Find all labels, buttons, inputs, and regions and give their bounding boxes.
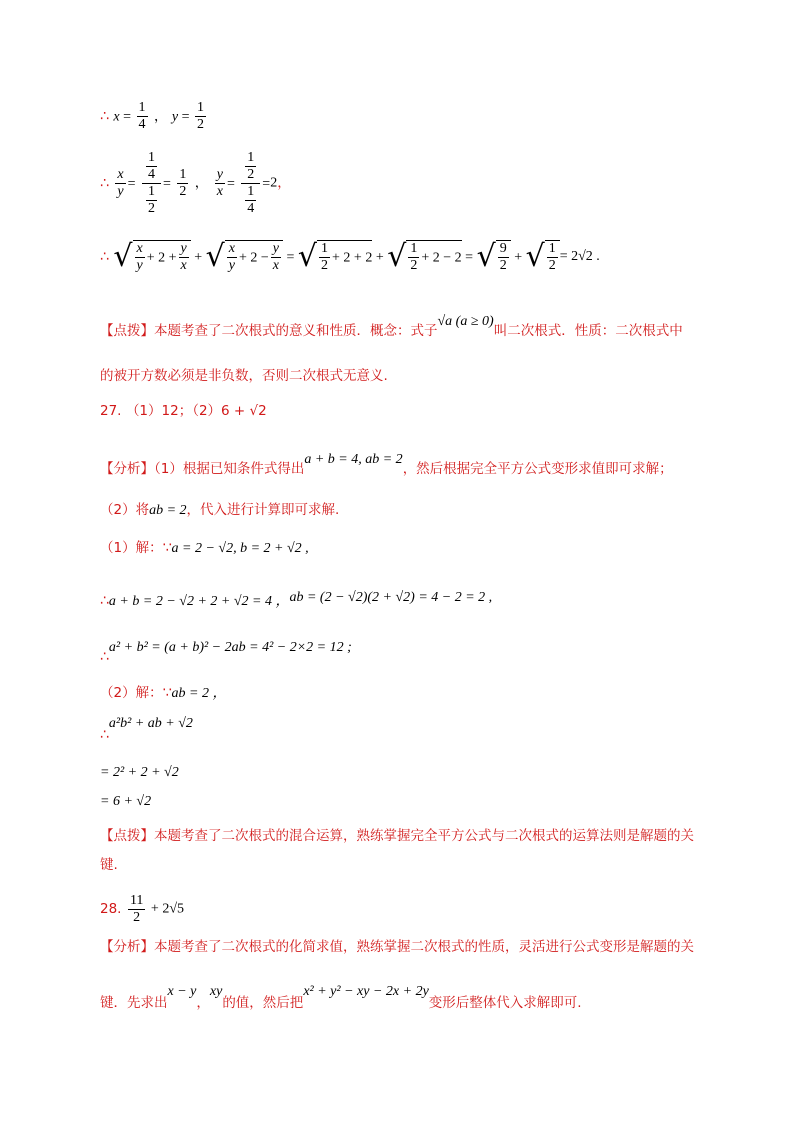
comma: ，	[153, 108, 168, 125]
radicand-6	[545, 240, 560, 274]
complex-fraction-1	[142, 150, 161, 217]
denominator: 2	[247, 167, 255, 183]
analysis-text: （2）将	[100, 502, 150, 518]
equals: =	[119, 109, 135, 125]
numerator: y	[179, 241, 189, 258]
denominator	[142, 184, 161, 217]
numerator: 1	[137, 100, 148, 117]
radical-sign: √	[297, 239, 318, 275]
note-text: 本题考查了二次根式的意义和性质．概念：式子	[154, 323, 438, 339]
inner-fraction	[146, 150, 157, 183]
plus: +	[510, 250, 526, 266]
denominator: 2	[410, 258, 418, 274]
equals: =	[283, 250, 298, 266]
fraction-x-over-y	[227, 241, 237, 274]
denominator: 2	[179, 184, 187, 200]
analysis-formula: x − y	[167, 984, 197, 999]
numerator: x	[135, 241, 145, 258]
analysis-text: ，然后根据完全平方公式变形求值即可求解；	[402, 461, 673, 477]
q28-answer-line	[100, 893, 184, 926]
numerator: 1	[177, 167, 188, 184]
radical-sign: √	[205, 239, 225, 275]
equals: =	[461, 250, 477, 266]
fraction-y-over-x	[179, 241, 189, 274]
radicand-3	[317, 240, 372, 274]
comma: ，	[277, 174, 291, 191]
numerator: 1	[245, 150, 256, 167]
note-text: 叫二次根式．性质：二次根式中	[493, 323, 683, 339]
analysis-tag: 【分析】	[100, 939, 154, 955]
denominator: y	[228, 258, 235, 274]
solution-formula: ab = 2 ，	[171, 686, 227, 701]
answer-text: （1）12；（2）6 + √2	[125, 403, 267, 419]
equals: =	[127, 176, 136, 192]
q27-step-3	[100, 716, 193, 743]
result-value: 2	[270, 175, 278, 191]
fraction-y-over-x	[215, 167, 225, 200]
q27-solution-2	[100, 686, 226, 701]
q27-note-line-1	[100, 829, 694, 844]
q27-step-1	[100, 590, 493, 609]
denominator: 4	[147, 167, 155, 183]
analysis-text: 变形后整体代入求解即可.	[428, 995, 582, 1011]
numerator: y	[271, 241, 281, 258]
note-formula: √a (a ≥ 0)	[437, 314, 494, 329]
fraction-result-1	[177, 167, 188, 200]
plus: +	[190, 250, 206, 266]
line-ratios	[100, 150, 291, 217]
var-x: x	[113, 109, 120, 125]
note-text: 本题考查了二次根式的混合运算，熟练掌握完全平方公式与二次根式的运算法则是解题的关	[154, 828, 694, 844]
because-symbol: ∵	[162, 685, 172, 701]
inner-fraction	[245, 184, 256, 217]
denominator: 4	[247, 201, 255, 217]
numerator	[241, 150, 260, 184]
note-1-line-1	[100, 314, 683, 339]
fraction-eleven-halves	[128, 893, 145, 926]
comma: ，	[194, 174, 209, 191]
therefore-symbol: ∴	[100, 175, 109, 192]
fraction-x-over-y	[135, 241, 145, 274]
step-formula: a + b = 2 − √2 + 2 + √2 = 4 ，	[108, 594, 290, 609]
solution-label: （2）解：	[100, 685, 163, 701]
q27-step-4: = 2² + 2 + √2	[100, 765, 179, 780]
numerator: 1	[195, 100, 206, 117]
note-tag: 【点拨】	[100, 323, 154, 339]
radical-sign: √	[113, 239, 133, 275]
analysis-tag: 【分析】	[100, 461, 154, 477]
denominator: x	[216, 184, 223, 200]
denominator: 4	[138, 117, 146, 133]
equals: =	[178, 109, 194, 125]
fraction-x-over-y	[115, 167, 125, 200]
analysis-text: ，代入进行计算即可求解.	[186, 502, 340, 518]
plus: +	[372, 250, 388, 266]
numerator: 1	[146, 184, 157, 201]
analysis-formula: a + b = 4, ab = 2	[304, 452, 403, 467]
step-formula: a²b² + ab + √2	[108, 716, 193, 731]
fraction-half	[547, 241, 558, 274]
q27-solution-1	[100, 541, 309, 556]
analysis-text: （1）根据已知条件式得出	[154, 461, 305, 477]
denominator: 2	[499, 258, 507, 274]
denominator: 2	[133, 910, 141, 926]
denominator: 2	[321, 258, 329, 274]
radical-sign: √	[525, 239, 545, 275]
therefore-symbol: ∴	[100, 593, 109, 609]
denominator: x	[272, 258, 279, 274]
numerator: 11	[128, 893, 145, 910]
solution-label: （1）解：	[100, 540, 163, 556]
denominator: 2	[548, 258, 556, 274]
operator-text: + 2 −	[238, 250, 269, 266]
complex-fraction-2	[241, 150, 260, 217]
radicand-4	[406, 240, 461, 274]
inner-fraction	[146, 184, 157, 217]
line-x-y-values	[100, 100, 208, 133]
numerator: 1	[146, 150, 157, 167]
q27-step-2	[100, 640, 352, 665]
denominator: y	[117, 184, 124, 200]
denominator: x	[180, 258, 187, 274]
numerator: 1	[245, 184, 256, 201]
q27-note-line-2: 键.	[100, 857, 118, 873]
numerator	[142, 150, 161, 184]
analysis-formula: ab = 2	[149, 503, 187, 518]
fraction-half	[408, 241, 419, 274]
numerator: 1	[547, 241, 558, 258]
radicand-1	[133, 240, 191, 274]
fraction-y-value	[195, 100, 206, 133]
q27-analysis-line-2	[100, 503, 339, 518]
analysis-text: ，	[196, 995, 210, 1011]
fraction-half	[319, 241, 330, 274]
result-value: = 2√2 .	[559, 249, 600, 265]
inner-fraction	[245, 150, 256, 183]
step-formula: ab = (2 − √2)(2 + √2) = 4 − 2 = 2 ,	[289, 590, 493, 605]
analysis-text: 本题考查了二次根式的化简求值，熟练掌握二次根式的性质，灵活进行公式变形是解题的关	[154, 939, 694, 955]
question-number: 27.	[100, 403, 122, 419]
therefore-symbol: ∴	[100, 108, 109, 125]
radical-sign: √	[387, 239, 407, 275]
numerator: 1	[319, 241, 330, 258]
note-tag: 【点拨】	[100, 828, 154, 844]
numerator: x	[227, 241, 237, 258]
note-1-line-2: 的被开方数必须是非负数，否则二次根式无意义.	[100, 368, 388, 384]
radicand-2	[225, 240, 283, 274]
numerator: 1	[408, 241, 419, 258]
q28-analysis-line-1	[100, 940, 694, 955]
q27-step-5: = 6 + √2	[100, 794, 152, 809]
therefore-symbol: ∴	[100, 649, 109, 665]
solution-formula: a = 2 − √2, b = 2 + √2 ,	[171, 541, 309, 556]
numerator: y	[215, 167, 225, 184]
operator-text: + 2 + 2	[332, 250, 373, 266]
analysis-formula: xy	[209, 984, 223, 999]
denominator: y	[136, 258, 143, 274]
analysis-text: 键．先求出	[100, 995, 168, 1011]
analysis-text: 的值，然后把	[222, 995, 304, 1011]
numerator: 9	[498, 241, 509, 258]
equals: =	[226, 176, 235, 192]
operator-text: + 2 − 2	[421, 250, 462, 266]
radical-sign: √	[476, 239, 496, 275]
q27-analysis-line	[100, 452, 673, 477]
fraction-x-value	[137, 100, 148, 133]
denominator	[241, 184, 260, 217]
numerator: x	[115, 167, 125, 184]
question-number: 28.	[100, 900, 122, 917]
fraction-y-over-x	[271, 241, 281, 274]
line-radical-sum	[100, 240, 600, 274]
var-y: y	[171, 109, 179, 125]
equals: =	[262, 176, 271, 192]
analysis-formula: x² + y² − xy − 2x + 2y	[303, 984, 429, 999]
equals: =	[162, 176, 171, 192]
denominator: 2	[197, 117, 205, 133]
therefore-symbol: ∴	[100, 727, 109, 743]
step-formula: a² + b² = (a + b)² − 2ab = 4² − 2×2 = 12 ;	[108, 640, 352, 655]
fraction-nine-halves	[498, 241, 509, 274]
because-symbol: ∵	[162, 540, 172, 556]
denominator: 2	[147, 201, 155, 217]
q28-analysis-line-2	[100, 984, 582, 1011]
answer-rest: + 2√5	[147, 901, 185, 917]
radicand-5	[496, 240, 511, 274]
therefore-symbol: ∴	[100, 249, 109, 266]
q27-answer-line	[100, 404, 267, 419]
operator-text: + 2 +	[146, 250, 177, 266]
